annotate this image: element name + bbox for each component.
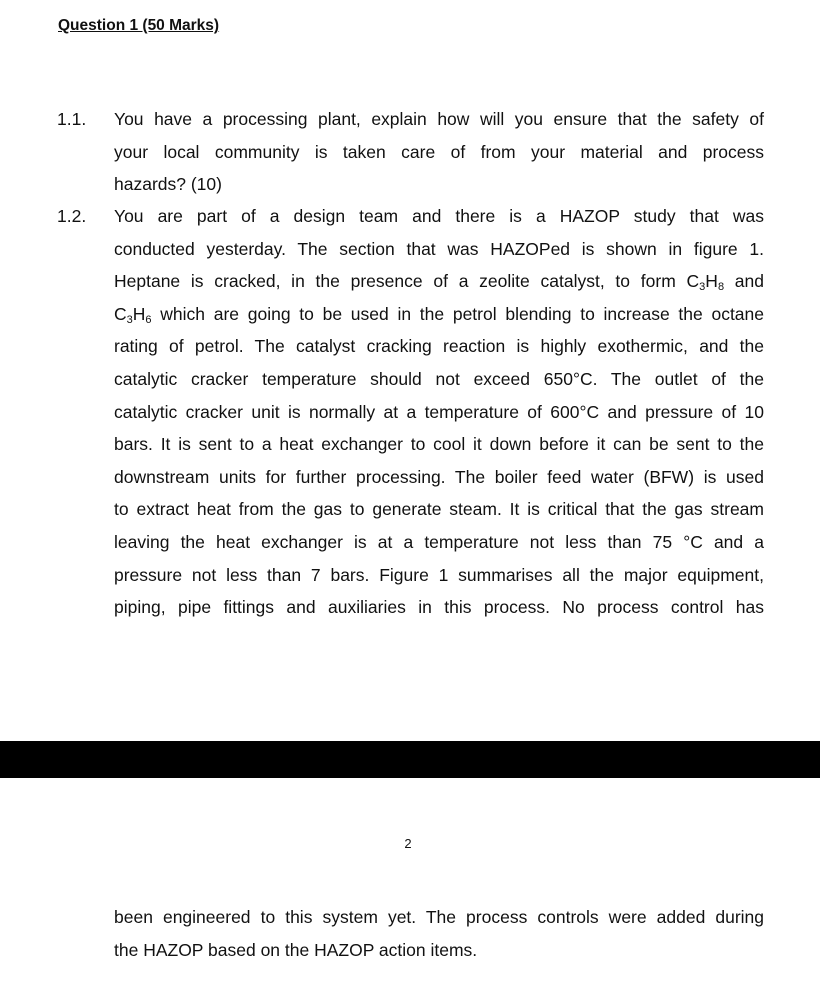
question-heading: Question 1 (50 Marks) <box>58 17 220 34</box>
question-text: You have a processing plant, explain how will you ensure that the safety of your local community is taken care of from your material and process hazards? (10) <box>114 109 764 195</box>
question-text: You are part of a design team and there is a HAZOP study that was conducted yesterday. The section that was HAZOPed is shown in figure 1. Heptane is cracked, in the presence of a zeolite catalyst, to form $C_3H_8$ and $C_3H_6$ which are going to be used in the petrol blending to increase the octane rating of petrol. The catalyst cracking reaction is highly exothermic, and the catalytic cracker temperature should not exceed 650°C. The outlet of the catalytic cracker unit is normally at a temperature of 600°C and pressure of 10 bars. It is sent to a heat exchanger to cool it down before it can be sent to the downstream units for further processing. The boiler feed water (BFW) is used to extract heat from the gas to generate steam. It is critical that the gas stream leaving the heat exchanger is at a temperature not less than 75 °C and a pressure not less than 7 bars. Figure 1 summarises all the major equipment, piping, pipe fittings and auxiliaries in this process. No process control has <box>114 206 765 618</box>
question-number: 1.1. <box>57 109 87 129</box>
continuation-text: been engineered to this system yet. The process controls were added during the HAZOP based on the HAZOP action items. <box>114 907 764 960</box>
page-number: 2 <box>404 836 412 851</box>
page-break-bar <box>0 741 820 778</box>
question-number: 1.2. <box>57 206 87 226</box>
